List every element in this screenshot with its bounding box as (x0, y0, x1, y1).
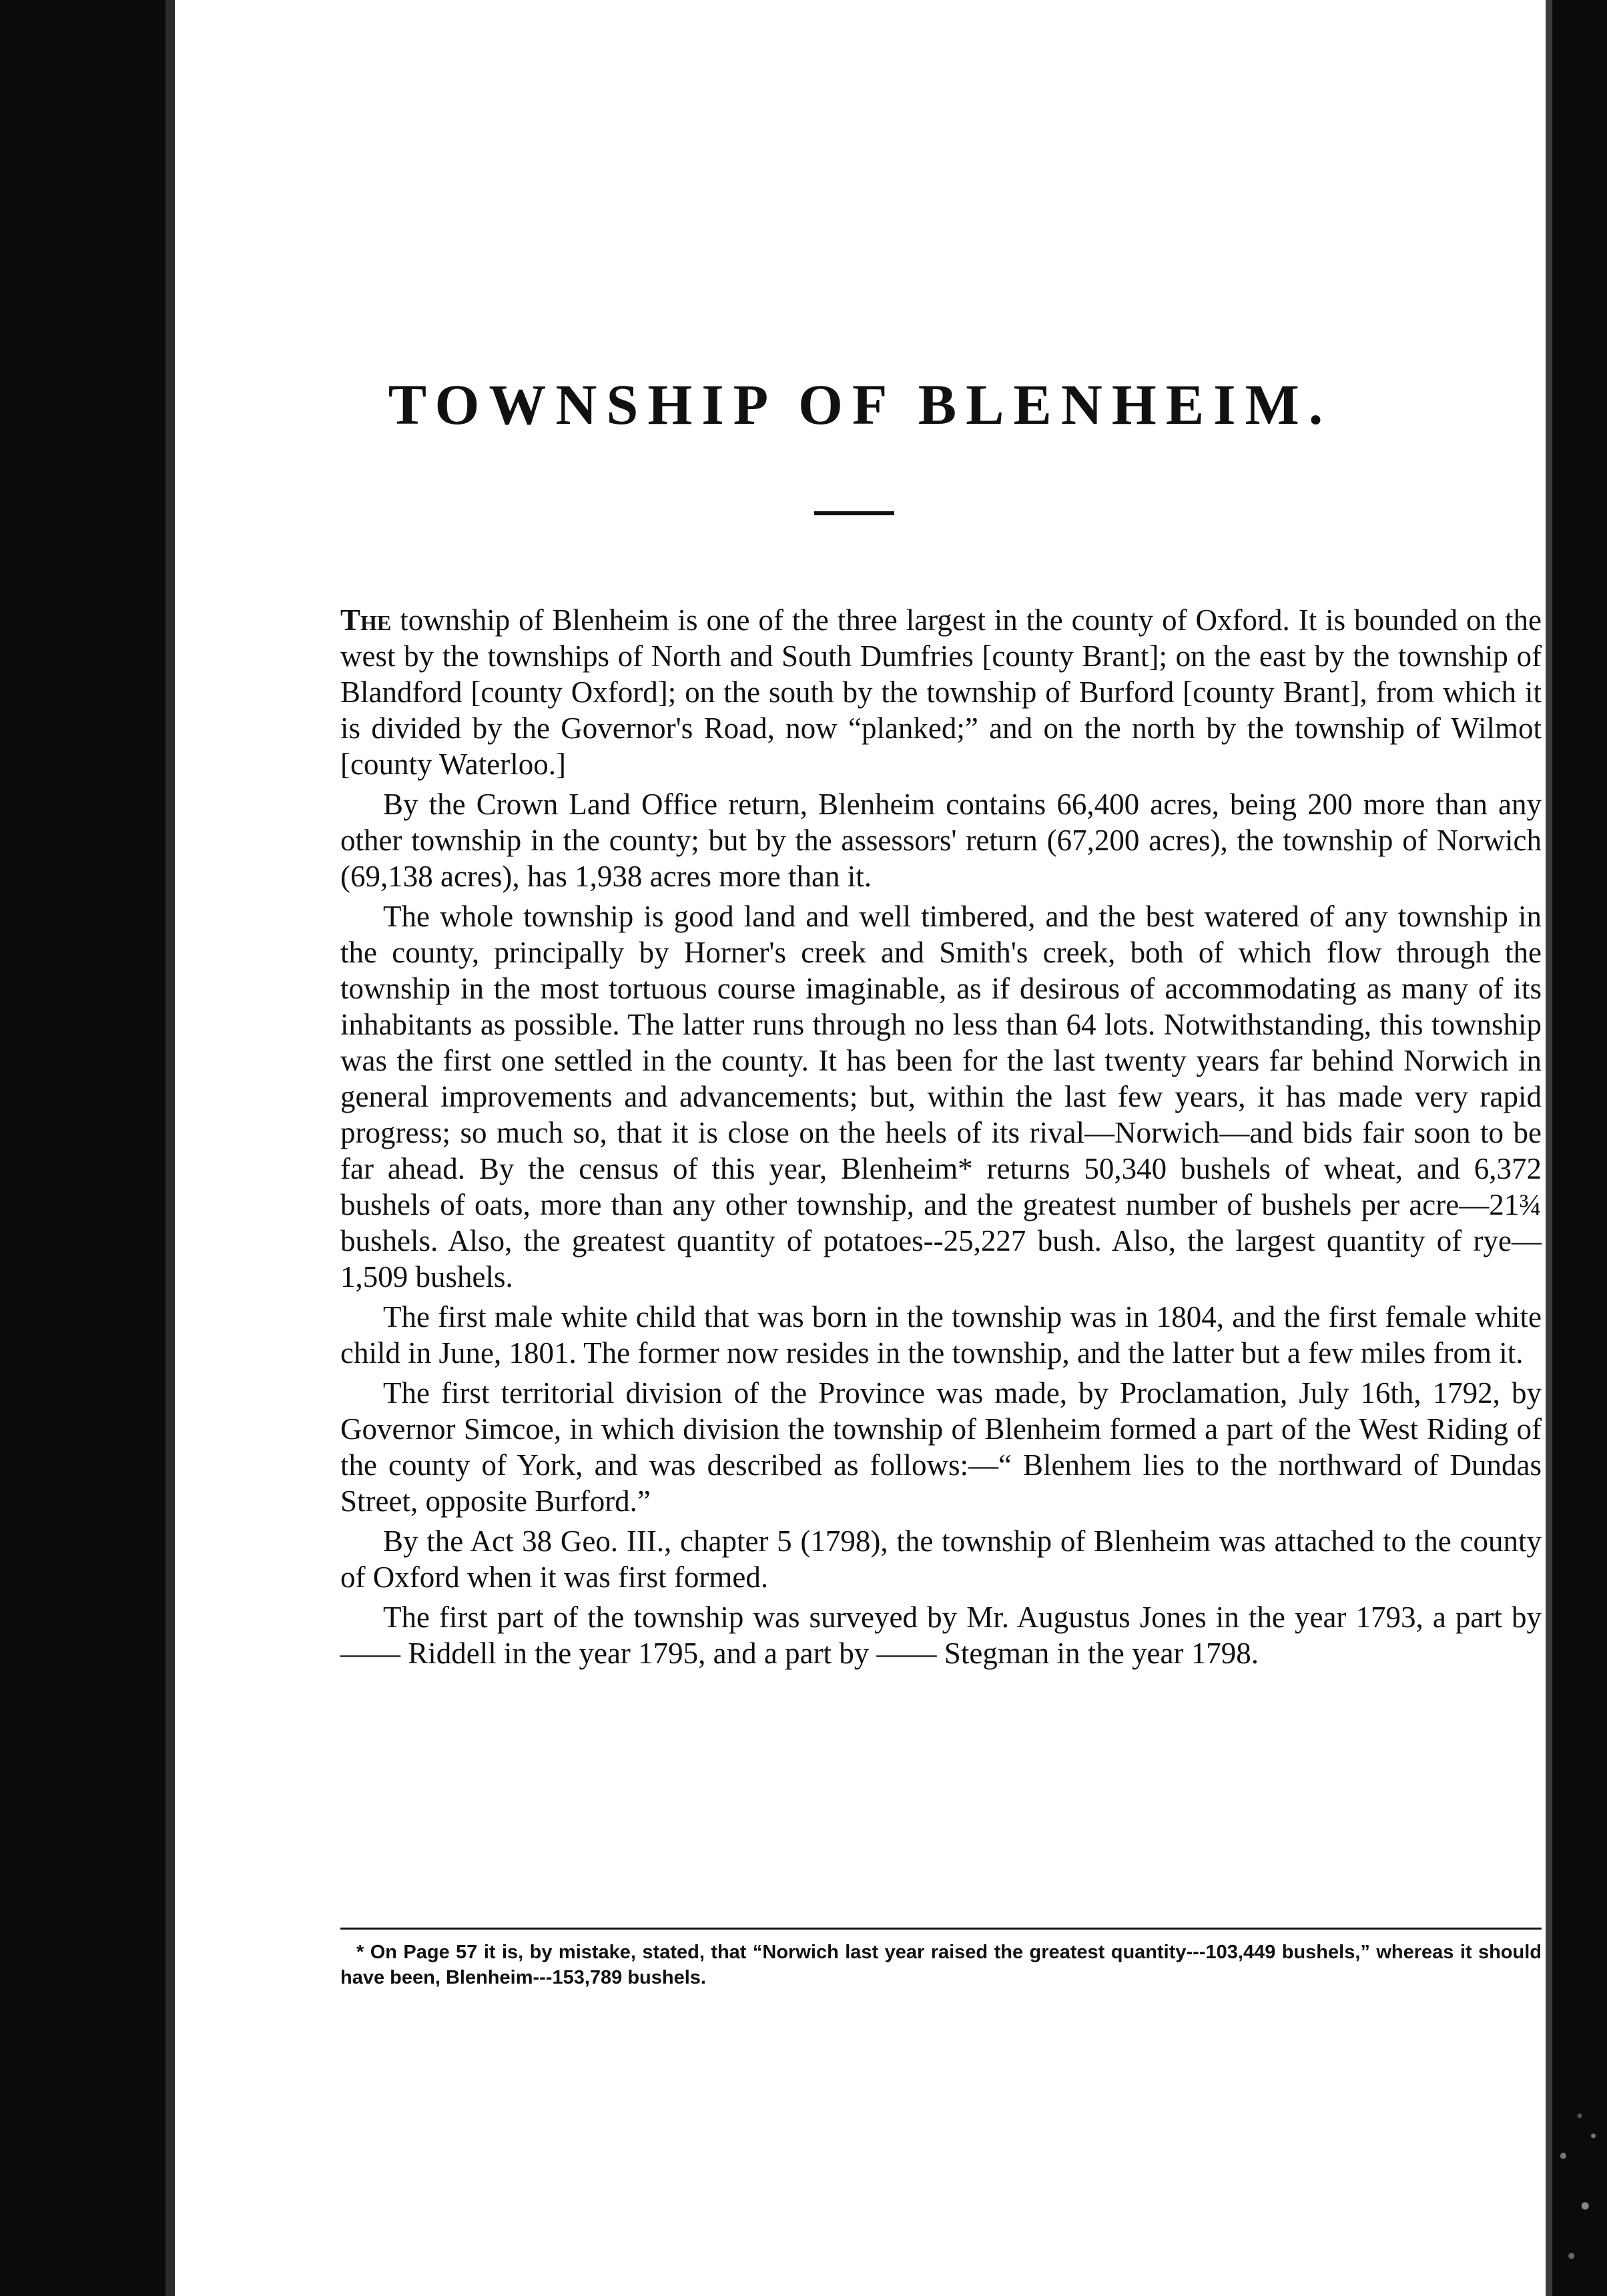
scan-specks (1552, 2096, 1607, 2296)
paragraph-1-text: township of Blenheim is one of the three largest in the county of Oxford. It is bounded on the west by the townships of North and South Dumfries [county Brant]; on the east by the township of Blandford [county Oxford]; on the south by the township of Burford [county Brant], from which it is divided by the Governor's Road, now “planked;” and on the north by the township of Wilmot [county Waterloo.] (340, 603, 1542, 781)
footnote-divider (340, 1928, 1542, 1930)
body-text (340, 602, 1542, 1675)
paragraph-lead: The (340, 603, 392, 637)
paragraph-4: The first male white child that was born in the township was in 1804, and the first female white child in June, 1801. The former now resides in the township, and the latter but a few miles from it. (340, 1300, 1542, 1370)
scan-left-margin (0, 0, 175, 2296)
paragraph-3: The whole township is good land and well timbered, and the best watered of any township in the county, principally by Horner's creek and Smith's creek, both of which flow through the township in the most tortuous course imaginable, as if desirous of accommodating as many of its inhabitants as possible. The latter runs through no less than 64 lots. Notwithstanding, this township was the first one settled in the county. It has been for the last twenty years far behind Norwich in general improvements and advancements; but, within the last few years, it has made very rapid progress; so much so, that it is close on the heels of its rival—Norwich—and bids fair soon to be far ahead. By the census of this year, Blenheim* returns 50,340 bushels of wheat, and 6,372 bushels of oats, more than any other township, and the greatest number of bushels per acre—21¾ bushels. Also, the greatest quantity of potatoes--25,227 bush. Also, the largest quantity of rye—1,509 bushels. (340, 900, 1542, 1294)
paragraph-7: The first part of the township was surveyed by Mr. Augustus Jones in the year 1793, a part by —— Riddell in the year 1795, and a part by —— Stegman in the year 1798. (340, 1601, 1542, 1670)
paragraph-6: By the Act 38 Geo. III., chapter 5 (1798), the township of Blenheim was attached to the county of Oxford when it was first formed. (340, 1524, 1542, 1594)
page-title: TOWNSHIP OF BLENHEIM. (388, 372, 1333, 437)
paragraph-1 (340, 602, 1542, 782)
title-divider (814, 511, 894, 515)
scan-right-margin (1546, 0, 1607, 2296)
paragraph-5: The first territorial division of the Province was made, by Proclamation, July 16th, 1792, by Governor Simcoe, in which division the township of Blenheim formed a part of the West Riding of the county of York, and was described as follows:—“ Blenhem lies to the northward of Dundas Street, opposite Burford.” (340, 1376, 1542, 1518)
paragraph-2: By the Crown Land Office return, Blenheim contains 66,400 acres, being 200 more than any other township in the county; but by the assessors' return (67,200 acres), the township of Norwich (69,138 acres), has 1,938 acres more than it. (340, 788, 1542, 893)
footnote: * On Page 57 it is, by mistake, stated, that “Norwich last year raised the greatest quantity---103,449 bushels,” whereas it should have been, Blenheim---153,789 bushels. (340, 1942, 1542, 1988)
document-page (175, 0, 1546, 2296)
